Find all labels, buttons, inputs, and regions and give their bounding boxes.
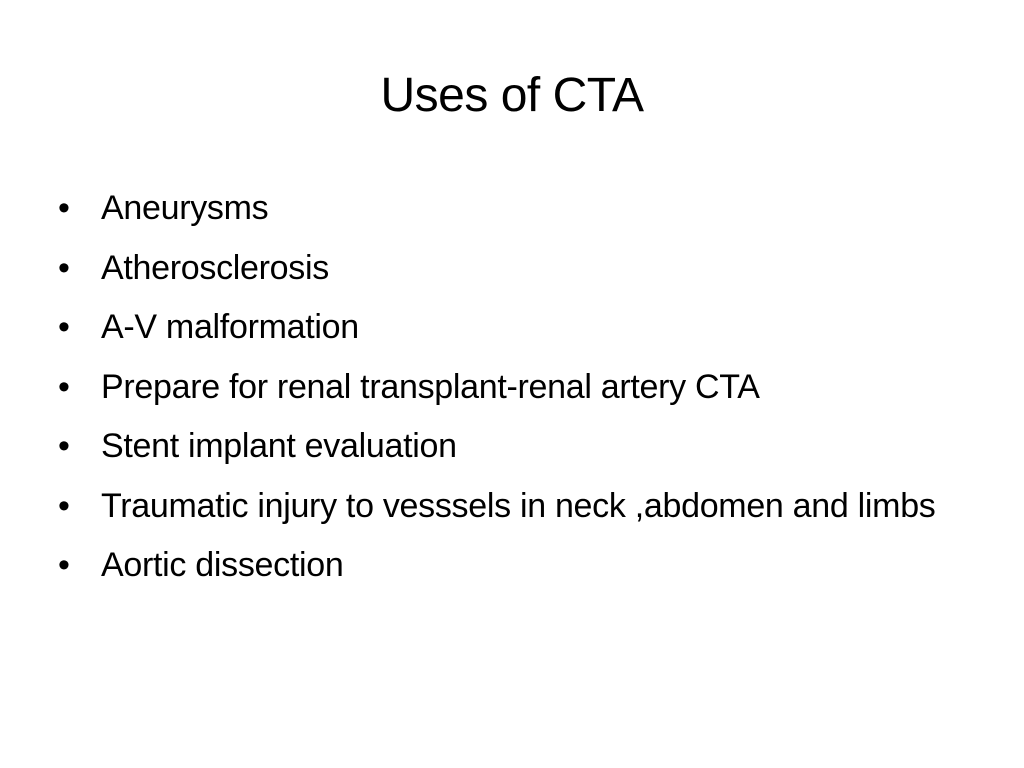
list-item-text: Prepare for renal transplant-renal artery CTA — [101, 367, 760, 406]
bullet-icon: • — [58, 308, 70, 346]
list-item-text: A-V malformation — [101, 308, 359, 346]
list-item — [58, 245, 968, 292]
bullet-icon: • — [58, 367, 70, 406]
list-item — [58, 483, 968, 530]
list-item-text: Traumatic injury to vesssels in neck ,abdomen and limbs — [101, 486, 936, 525]
list-item — [58, 423, 968, 470]
list-item-text: Atherosclerosis — [101, 248, 329, 287]
bullet-icon: • — [58, 189, 70, 227]
list-item — [58, 542, 968, 589]
list-item — [58, 304, 968, 351]
bullet-icon: • — [58, 248, 70, 287]
bullet-icon: • — [58, 427, 70, 465]
bullet-icon: • — [58, 486, 70, 525]
bullet-icon: • — [58, 546, 70, 584]
list-item — [58, 364, 968, 411]
list-item-text: Stent implant evaluation — [101, 427, 457, 465]
list-item-text: Aortic dissection — [101, 546, 344, 584]
list-item-text: Aneurysms — [101, 189, 269, 227]
list-item — [58, 185, 968, 232]
bullet-list — [58, 185, 968, 602]
slide-title: Uses of CTA — [380, 69, 644, 122]
